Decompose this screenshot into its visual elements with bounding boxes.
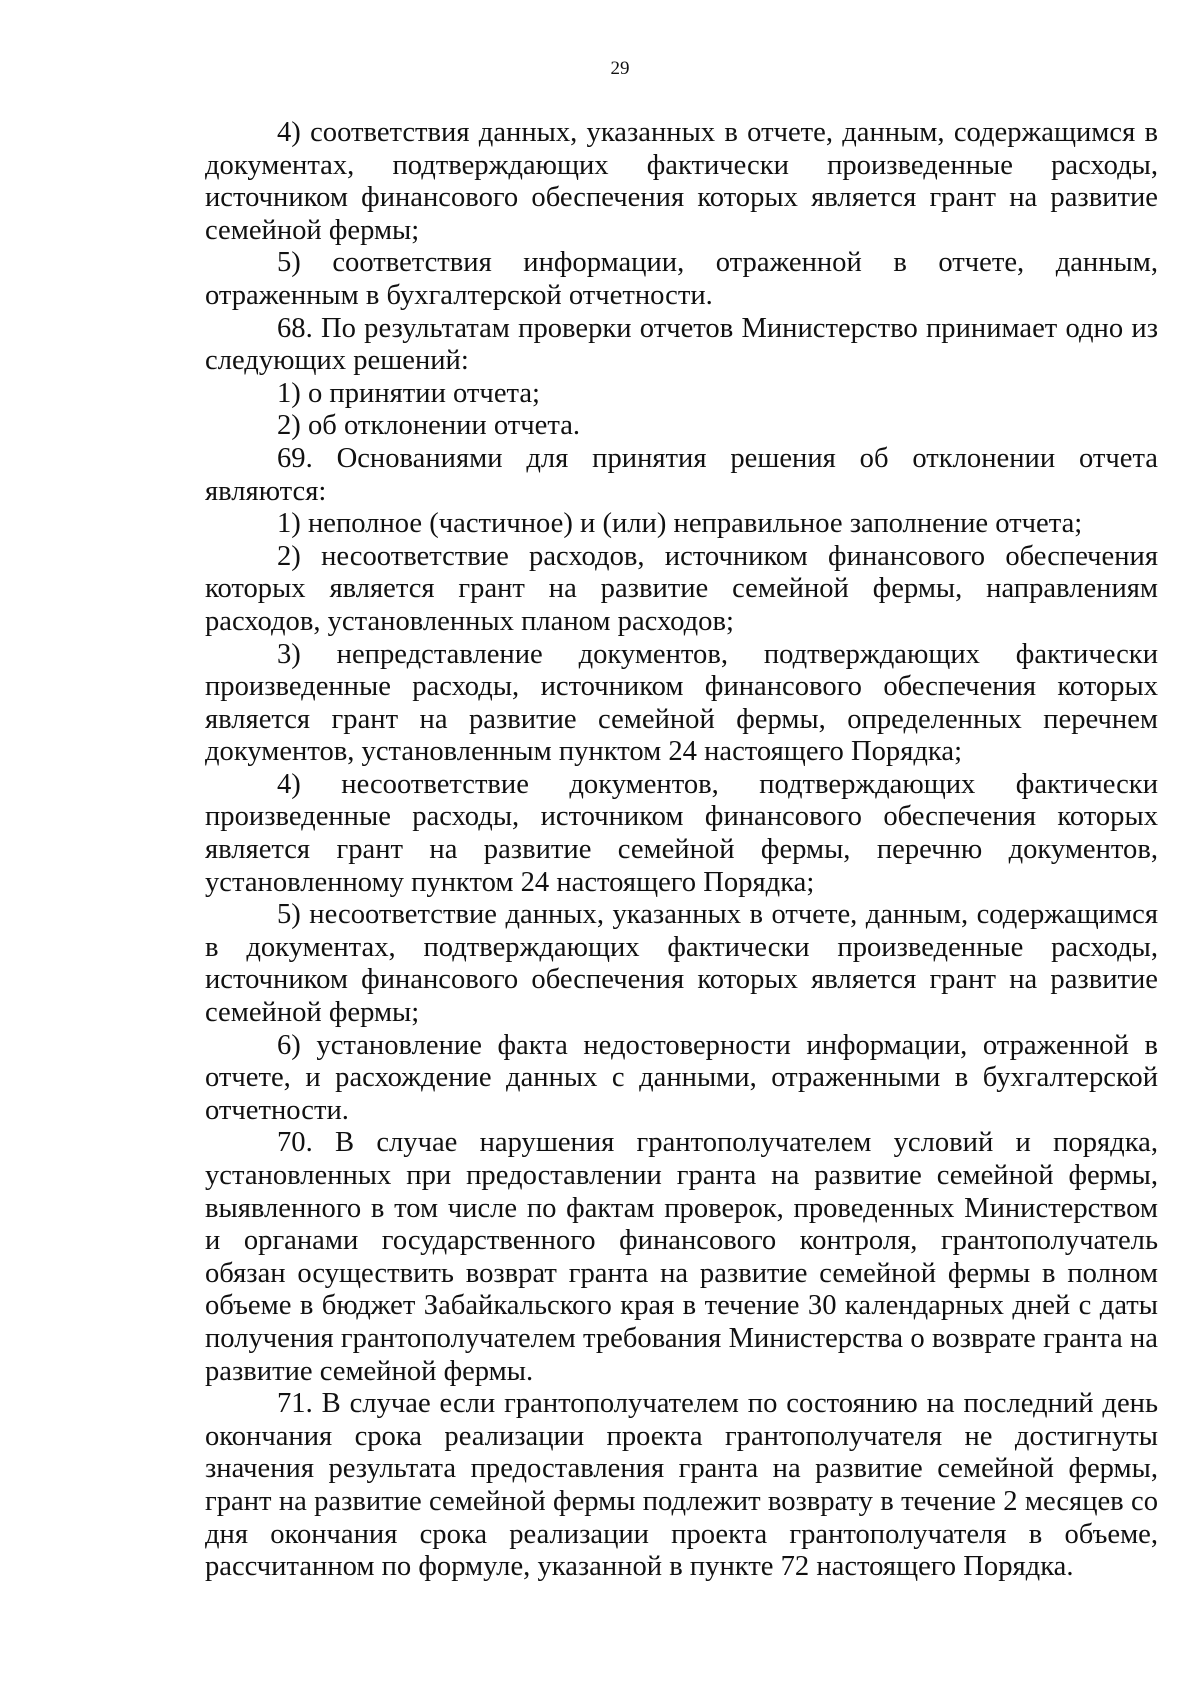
paragraph-item-4-reconciliation: 4) соответствия данных, указанных в отчете, данным, содержащимся в документах, подтверждающих фактически произведенные расходы, источником финансового обеспечения которых является грант на развитие семейной фермы;: [205, 117, 1158, 246]
paragraph-68: 68. По результатам проверки отчетов Министерство принимает одно из следующих решений:: [205, 312, 1158, 377]
paragraph-70: 70. В случае нарушения грантополучателем условий и порядка, установленных при предоставлении гранта на развитие семейной фермы, выявленного в том числе по фактам проверок, проведенных Министерством и органами государственного финансового контроля, грантополучатель обязан осуществить возврат гранта на развитие семейной фермы в полном объеме в бюджет Забайкальского края в течение 30 календарных дней с даты получения грантополучателем требования Министерства о возврате гранта на развитие семейной фермы.: [205, 1127, 1158, 1387]
paragraph-68-option-1: 1) о принятии отчета;: [277, 377, 540, 409]
paragraph-69-item-4: 4) несоответствие документов, подтверждающих фактически произведенные расходы, источником финансового обеспечения которых является грант на развитие семейной фермы, перечню документов, установленному пунктом 24 настоящего Порядка;: [205, 768, 1158, 898]
paragraph-68-option-2: 2) об отклонении отчета.: [277, 410, 581, 442]
paragraph-69-item-6: 6) установление факта недостоверности информации, отраженной в отчете, и расхождение данных с данными, отраженными в бухгалтерской отчетности.: [205, 1029, 1158, 1126]
paragraph-item-5-accounting: 5) соответствия информации, отраженной в отчете, данным, отраженным в бухгалтерской отчетности.: [205, 247, 1158, 311]
paragraph-71: 71. В случае если грантополучателем по состоянию на последний день окончания срока реализации проекта грантополучателя не достигнуты значения результата предоставления гранта на развитие семейной фермы, грант на развитие семейной фермы подлежит возврату в течение 2 месяцев со дня окончания срока реализации проекта грантополучателя в объеме, рассчитанном по формуле, указанной в пункте 72 настоящего Порядка.: [205, 1388, 1158, 1583]
paragraph-69: 69. Основаниями для принятия решения об отклонении отчета являются:: [205, 442, 1158, 507]
paragraph-69-item-3: 3) непредставление документов, подтверждающих фактически произведенные расходы, источником финансового обеспечения которых является грант на развитие семейной фермы, определенных перечнем документов, установленным пунктом 24 настоящего Порядка;: [205, 638, 1158, 768]
paragraph-69-item-2: 2) несоответствие расходов, источником финансового обеспечения которых является грант на развитие семейной фермы, направлениям расходов, установленных планом расходов;: [205, 540, 1158, 637]
paragraph-69-item-1: 1) неполное (частичное) и (или) неправильное заполнение отчета;: [277, 508, 1083, 540]
paragraph-69-item-5: 5) несоответствие данных, указанных в отчете, данным, содержащимся в документах, подтверждающих фактически произведенные расходы, источником финансового обеспечения которых является грант на развитие семейной фермы;: [205, 899, 1158, 1029]
document-body: [205, 117, 1158, 1584]
page-number: 29: [610, 58, 630, 79]
